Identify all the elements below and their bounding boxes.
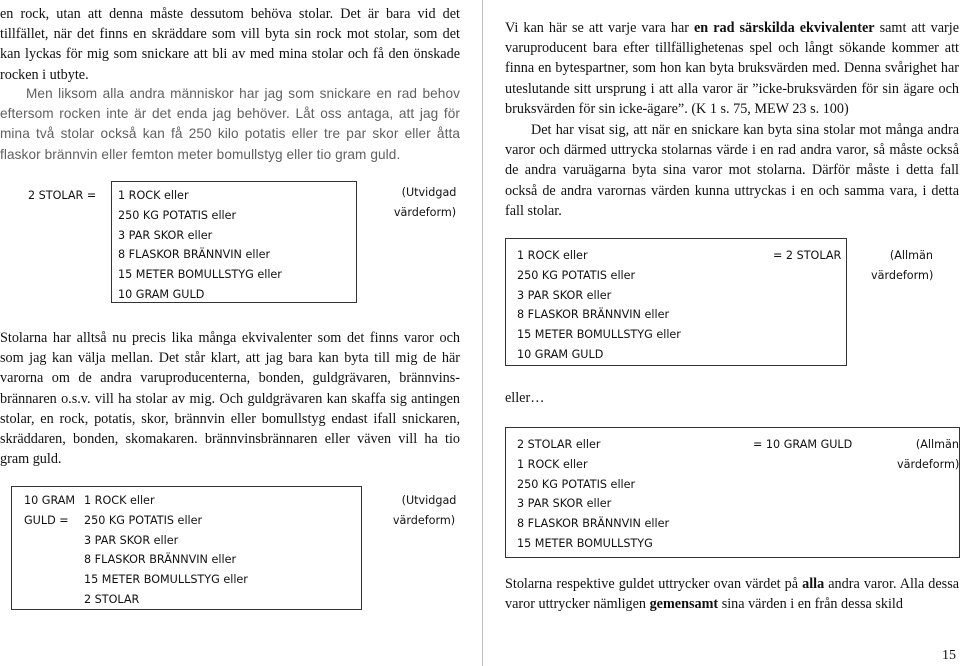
paragraph: Stolarna har alltså nu precis lika många ekvivalenter som det finns varor och som jag kan välja mellan. Det står klart, att jag bara kan byta till mig de här varorna om de andra varuproducenterna, bonden, guldgrävaren, brännvinsbrännaren o.s.v. vill ha stolar av mig. Och guldgrävaren kan skaffa sig antingen stolar, en rock, potatis, skor, brännvin eller bomullstyg endast ifall snickaren, skräddaren, bonden, skomakaren. brännvinsbrännaren eller väven vill ha tio gram guld. <box>0 330 460 468</box>
form-label-line: (Allmän <box>915 438 959 451</box>
form-label-line: värdeform) <box>871 268 934 282</box>
equivalent-item: 250 KG POTATIS eller <box>517 268 636 282</box>
equivalent-item: 3 PAR SKOR eller <box>517 497 612 511</box>
equation-rhs-text: = 10 GRAM GULD <box>753 438 853 451</box>
form-label-line: värdeform) <box>393 205 457 219</box>
paragraph-sans-continuation: Låt oss antaga, att jag för mina två stolar också kan få 250 kilo potatis eller tre par skor eller åtta flaskor brännvin eller femton meter bomullstyg eller tio gram guld. <box>0 106 460 162</box>
paragraph-sans <box>0 84 460 165</box>
paragraph: en rock, utan att denna måste dessutom behöva stolar. Det är bara vid det tillfället, när det finns en skräddare som vill byta sin rock mot stolar, som det kan lyckas för mig som snickare att bli av med mina stolar och få den önskade rocken i utbyte. <box>0 6 460 83</box>
form-label <box>871 246 933 286</box>
equivalent-item: 250 KG POTATIS eller <box>517 477 636 491</box>
text-run: sina värden i en från dessa skild <box>718 596 903 613</box>
text-run: samt att varje varuproducent bara efter tillfällighetenas spel och långt sökande kommer att finna en bytespartner, som hon kan byta bruksvärden med. Denna svårighet har uteslutande sitt ursprung i att alla varor är ”icke-bruksvärden för sin ägare och bruksvärden för sin icke-ägare”. (K 1 s. 75, MEW 23 s. 100) <box>505 20 959 117</box>
bold-text: en rad särskilda ekvivalenter <box>694 20 875 36</box>
form-label-line: (Utvidgad <box>401 494 457 507</box>
equivalent-item: 8 FLASKOR BRÄNNVIN eller <box>84 553 237 567</box>
equivalent-item: 10 GRAM GULD <box>118 287 205 301</box>
text-run: Stolarna respektive guldet uttrycker ovan värdet på <box>505 576 803 592</box>
equation-lhs <box>28 186 96 206</box>
equivalent-item: 1 ROCK eller <box>517 457 588 471</box>
form-label <box>390 183 460 223</box>
equivalent-item: 1 ROCK eller <box>517 249 588 262</box>
page-number: 15 <box>942 648 956 663</box>
equivalent-item: 15 METER BOMULLSTYG <box>517 536 653 550</box>
equivalent-item: 2 STOLAR <box>84 592 140 606</box>
equivalents-list <box>517 246 681 365</box>
equation-rhs <box>753 435 852 455</box>
form-label <box>897 435 959 475</box>
equivalent-item: 10 GRAM GULD <box>517 347 604 361</box>
text-run: Vi kan här se att varje vara har <box>505 20 694 36</box>
paragraph <box>505 574 959 614</box>
equivalents-list <box>84 491 248 610</box>
equivalent-item: 15 METER BOMULLSTYG eller <box>118 268 282 282</box>
equivalent-item: 15 METER BOMULLSTYG eller <box>517 328 681 342</box>
form-label-line: (Utvidgad <box>401 186 457 199</box>
column-divider <box>482 0 483 666</box>
text-run: andra varor. Alla dessa varor uttrycker nämligen <box>505 576 960 613</box>
equivalent-item: 3 PAR SKOR eller <box>118 228 213 242</box>
equation-lhs-line: GULD = <box>24 513 69 527</box>
equivalent-item: 15 METER BOMULLSTYG eller <box>84 573 248 587</box>
or-label: eller… <box>505 390 545 406</box>
equivalent-item: 8 FLASKOR BRÄNNVIN eller <box>517 308 670 322</box>
paragraph-sans-text: Men liksom alla andra människor har jag som snickare en rad behov eftersom rocken inte är det enda jag behöver. <box>0 86 460 122</box>
equivalent-item: 2 STOLAR eller <box>517 438 601 451</box>
equation-rhs-text: = 2 STOLAR <box>773 249 842 262</box>
form-label-line: värdeform) <box>392 513 456 527</box>
form-label-line: värdeform) <box>897 457 960 471</box>
equivalent-item: 8 FLASKOR BRÄNNVIN eller <box>118 248 271 262</box>
equivalent-item: 3 PAR SKOR eller <box>517 288 612 302</box>
equivalent-item: 1 ROCK eller <box>84 494 155 507</box>
equivalents-list <box>517 435 669 554</box>
equivalent-item: 1 ROCK eller <box>118 189 189 202</box>
equation-rhs <box>773 246 841 266</box>
equation-lhs-text: 2 STOLAR = <box>28 189 97 202</box>
form-label-line: (Allmän <box>889 249 933 262</box>
paragraph <box>505 18 959 119</box>
equivalent-item: 8 FLASKOR BRÄNNVIN eller <box>517 517 670 531</box>
equivalent-item: 250 KG POTATIS eller <box>84 513 203 527</box>
bold-text: alla <box>802 576 825 592</box>
bold-text: gemensamt <box>649 596 719 613</box>
equivalent-item: 3 PAR SKOR eller <box>84 533 179 547</box>
paragraph: Det har visat sig, att när en snickare kan byta sina stolar mot många andra varor och därmed uttrycka stolarnas värde i en rad andra varor, så måste också de andra varuägarna byta sina varor mot stolarna. Därför måste i detta fall också de andra varornas värden kunna uttryckas i en och samma vara, i detta fall stolar. <box>505 122 959 219</box>
form-label <box>388 491 460 531</box>
equivalent-item: 250 KG POTATIS eller <box>118 208 237 222</box>
equivalents-list <box>118 186 282 305</box>
equation-lhs-line: 10 GRAM <box>24 494 76 507</box>
